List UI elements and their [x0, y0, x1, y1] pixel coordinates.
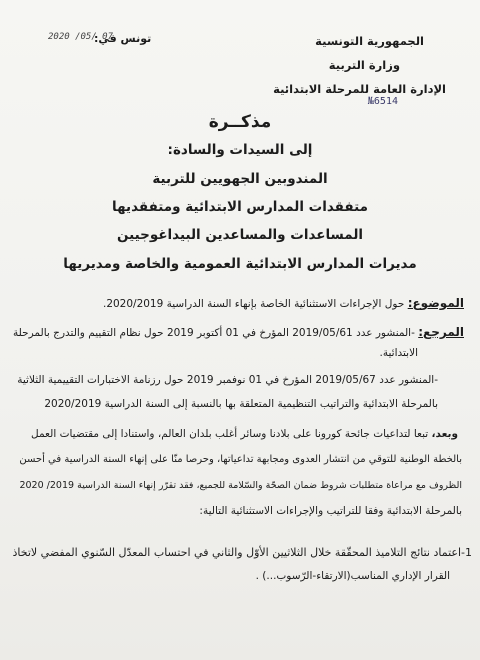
addressee-salutation: إلى السيدات والسادة:: [167, 142, 313, 158]
body-line-4: بالمرحلة الابتدائية وفقا للتراتيب والإجراءات الاستثنائية التالية:: [199, 505, 462, 517]
addressee-regional-delegates: المندوبين الجهويين للتربية: [152, 171, 328, 187]
reference-label: المرجع:: [418, 325, 464, 339]
item-1-line-1: 1-اعتماد نتائج التلاميذ المحقّقة خلال الثلاثيين الأوّل والثاني في احتساب المعدّل السّنوي المفضي لاتخاذ: [12, 546, 472, 559]
reference-text-1: -المنشور عدد 2019/05/61 المؤرخ في 01 أكتوبر 2019 حول نظام التقييم والتدرج بالمرحلة: [13, 327, 415, 339]
memo-title: مذكــرة: [208, 112, 272, 132]
handwritten-date: 2020 /05/ 07: [48, 32, 114, 42]
reference-line-3: -المنشور عدد 2019/05/67 المؤرخ في 01 نوفمبر 2019 حول رزنامة الاختبارات التقييمية الثلاثية: [17, 374, 438, 386]
reference-line-2: الابتدائية.: [379, 347, 418, 359]
reference-line-1: [13, 325, 464, 339]
addressee-school-directors: مديرات المدارس الابتدائية العمومية والخاصة ومديريها: [63, 256, 417, 272]
republic-heading: الجمهورية التونسية: [315, 34, 424, 48]
reference-line-4: بالمرحلة الابتدائية والتراتيب التنظيمية المتعلقة بها بالنسبة إلى السنة الدراسية 2020/2019: [44, 398, 438, 410]
subject-text: حول الإجراءات الاستثنائية الخاصة بإنهاء السنة الدراسية 2020/2019.: [102, 298, 405, 310]
body-line-2: بالخطة الوطنية للتوقي من انتشار العدوى ومجابهة تداعياتها، وحرصا منّا على إنهاء السنة الدراسية في أحسن: [19, 454, 462, 465]
body-lead-word: وبعد،: [431, 428, 458, 440]
directorate-heading: الإدارة العامة للمرحلة الابتدائية: [273, 82, 446, 96]
place-date-label: تونس في:: [94, 32, 152, 45]
addressee-inspectors: متفقدات المدارس الابتدائية ومتفقديها: [112, 199, 368, 215]
reference-stamp-number: №6514: [367, 96, 398, 107]
subject-label: الموضوع:: [407, 296, 464, 310]
body-line-1: [31, 428, 458, 440]
ministry-heading: وزارة التربية: [328, 58, 400, 72]
body-text-1: تبعا لتداعيات جائحة كورونا على بلادنا وسائر أغلب بلدان العالم، واستنادا إلى مقتضيات العمل: [31, 428, 429, 440]
subject-line: [103, 296, 464, 310]
addressee-pedagogical-assistants: المساعدات والمساعدين البيداغوجيين: [116, 227, 364, 243]
body-line-3: الظروف مع مراعاة متطلبات شروط ضمان الصحّة والسّلامة للجميع، فقد تقرّر إنهاء السنة الدراسية 2019/ 2020: [19, 480, 462, 491]
item-1-line-2: القرار الإداري المناسب(الارتقاء-الرّسوب...) .: [255, 570, 450, 582]
